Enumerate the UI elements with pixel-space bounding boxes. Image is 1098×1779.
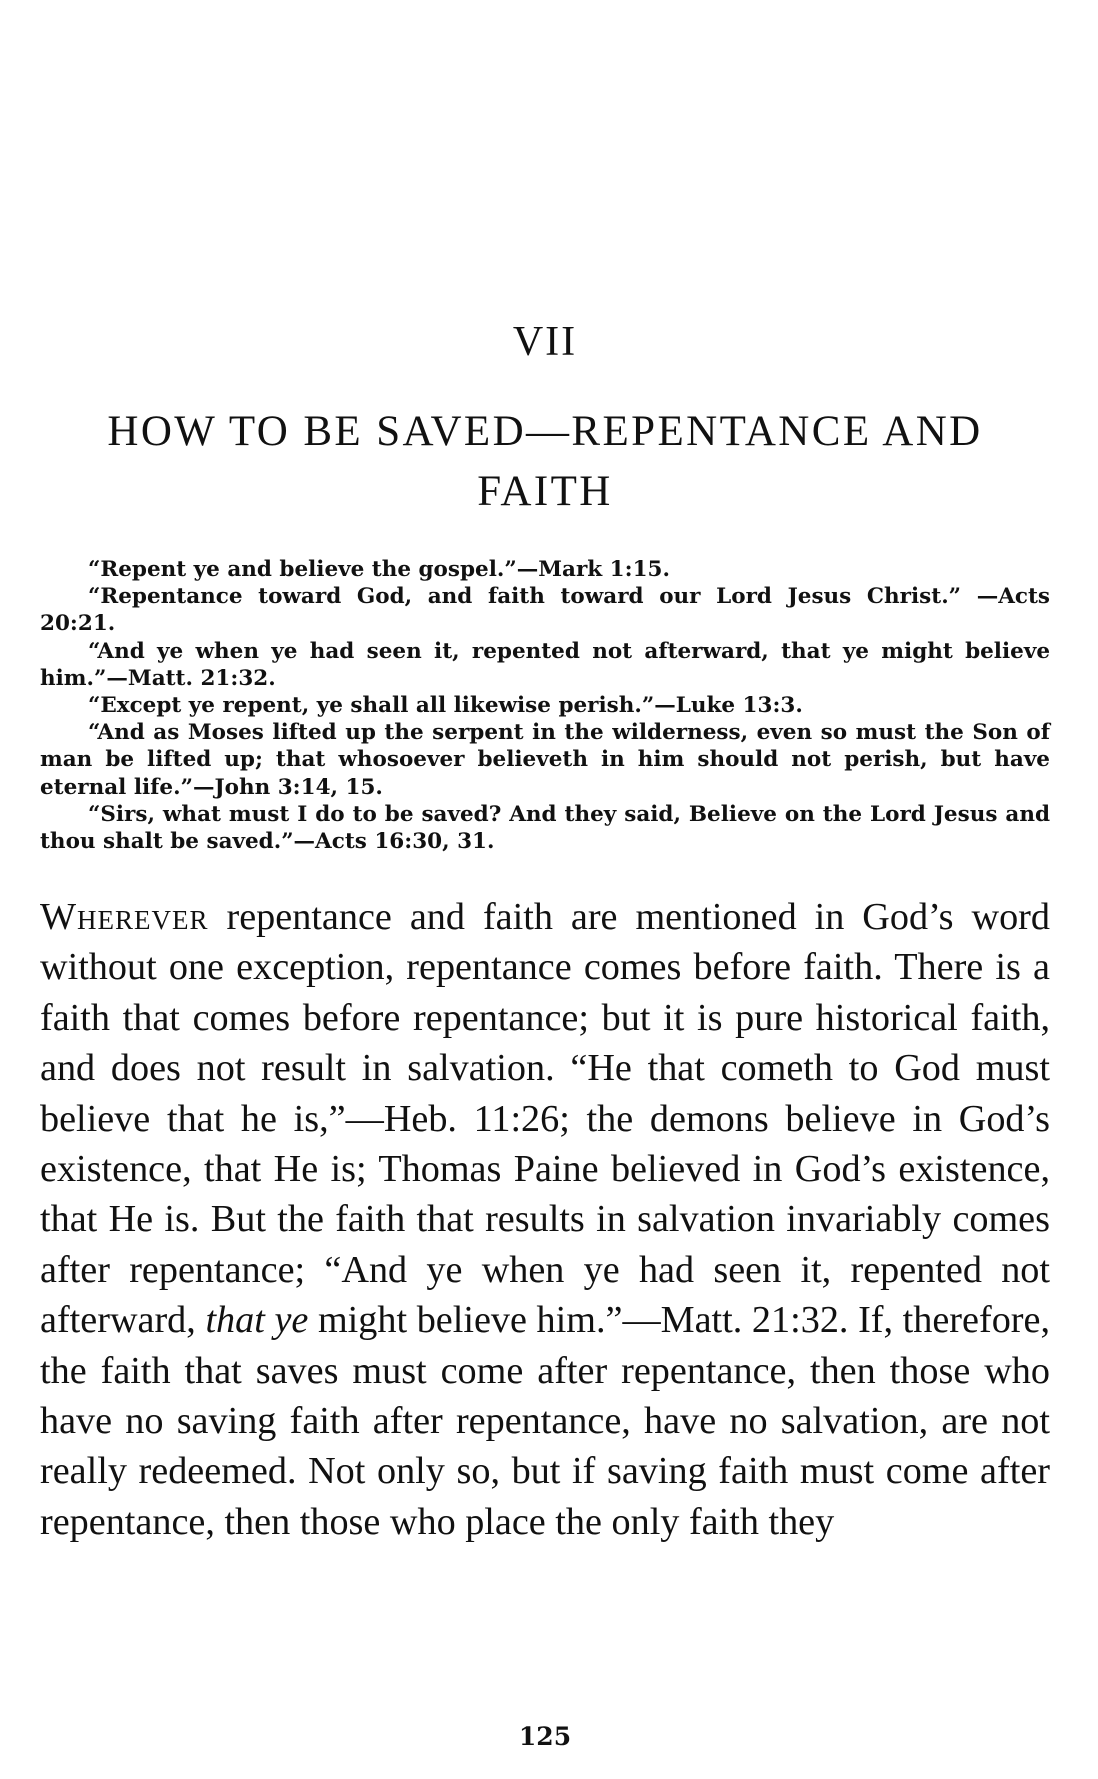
epigraph-block [40, 556, 1050, 855]
epigraph: “Except ye repent, ye shall all likewise perish.”—Luke 13:3. [88, 693, 803, 719]
epigraph: “And ye when ye had seen it, repented not afterward, that ye might believe him.”—Matt. 21:32. [40, 638, 1050, 691]
page-number: 125 [518, 1722, 572, 1751]
lead-word: Wherever [40, 896, 209, 938]
body-text-part-2: might believe him.”—Matt. 21:32. If, therefore, the faith that saves must come after repentance, then those who have no saving faith after repentance, have no salvation, are not really redeemed. Not only so, but if saving faith must come after repentance, then those who place the only faith they [40, 1299, 1050, 1543]
body-paragraph [40, 892, 1050, 1547]
book-page [40, 0, 1050, 1779]
chapter-title-line-1: HOW TO BE SAVED—REPENTANCE AND [107, 408, 983, 455]
epigraph: “And as Moses lifted up the serpent in the wilderness, even so must the Son of man be lifted up; that whosoever believeth in him should not perish, but have eternal life.”—John 3:14, 15. [40, 720, 1050, 800]
chapter-title [40, 402, 1050, 522]
epigraph: “Repent ye and believe the gospel.”—Mark 1:15. [88, 557, 670, 582]
chapter-title-line-2: FAITH [477, 468, 613, 515]
chapter-number: VII [512, 319, 578, 365]
epigraph: “Repentance toward God, and faith toward our Lord Jesus Christ.” —Acts 20:21. [40, 584, 1050, 637]
epigraph: “Sirs, what must I do to be saved? And they said, Believe on the Lord Jesus and thou shalt be saved.”—Acts 16:30, 31. [40, 801, 1050, 855]
body-text-part-1: repentance and faith are mentioned in God’s word without one exception, repentance comes before faith. There is a faith that comes before repentance; but it is pure historical faith, and does not result in salvation. “He that cometh to God must believe that he is,”—Heb. 11:26; the demons believe in God’s existence, that He is; Thomas Paine believed in God’s existence, that He is. But the faith that results in salvation invariably comes after repentance; “And ye when ye had seen it, repented not afterward, [40, 896, 1050, 1342]
italic-phrase: that ye [205, 1299, 309, 1342]
